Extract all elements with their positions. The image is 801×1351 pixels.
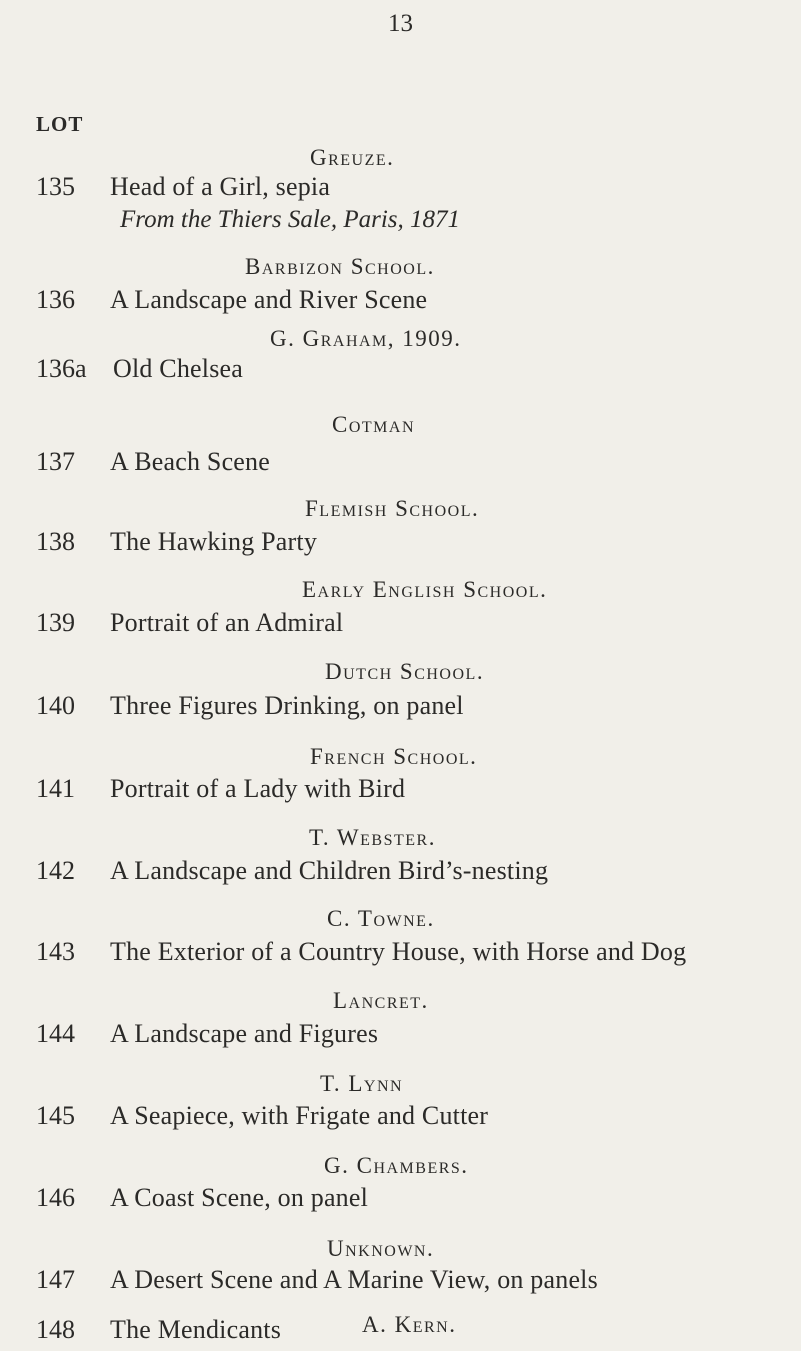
artist-name: Cotman (332, 412, 416, 437)
lot-column-header: LOT (36, 112, 84, 136)
lot-number: 141 (36, 774, 75, 803)
lot-title: Portrait of an Admiral (110, 608, 344, 637)
lot-title: A Landscape and Figures (110, 1019, 379, 1048)
artist-name: G. Chambers. (324, 1153, 469, 1178)
lot-title: Head of a Girl, sepia (110, 172, 331, 201)
lot-title: Portrait of a Lady with Bird (110, 774, 406, 803)
lot-title: The Exterior of a Country House, with Horse and Dog (110, 937, 687, 966)
lot-title: The Hawking Party (110, 527, 318, 556)
lot-title: A Desert Scene and A Marine View, on panels (110, 1265, 598, 1294)
lot-number: 136 (36, 285, 75, 314)
lot-title: A Landscape and River Scene (110, 285, 428, 314)
lot-number: 142 (36, 856, 75, 885)
lot-title: Three Figures Drinking, on panel (110, 691, 464, 720)
provenance-note: From the Thiers Sale, Paris, 1871 (120, 206, 461, 233)
artist-name: Greuze. (310, 145, 395, 170)
lot-number: 135 (36, 172, 75, 201)
lot-number: 138 (36, 527, 75, 556)
page-number: 13 (388, 10, 413, 37)
lot-title: A Landscape and Children Bird’s-nesting (110, 856, 549, 885)
lot-number: 140 (36, 691, 75, 720)
lot-number: 139 (36, 608, 75, 637)
artist-name: Barbizon School. (245, 254, 435, 279)
artist-name: T. Webster. (309, 825, 436, 850)
artist-name: Unknown. (327, 1236, 435, 1261)
artist-name: Dutch School. (325, 659, 485, 684)
lot-title: Old Chelsea (113, 354, 244, 383)
artist-name: A. Kern. (362, 1312, 457, 1337)
lot-number: 144 (36, 1019, 75, 1048)
artist-name: Lancret. (333, 988, 429, 1013)
artist-name: G. Graham, 1909. (270, 326, 462, 351)
artist-name: T. Lynn (320, 1071, 404, 1096)
lot-number: 143 (36, 937, 75, 966)
artist-name: C. Towne. (327, 906, 435, 931)
artist-name: Early English School. (302, 577, 548, 602)
lot-title: A Beach Scene (110, 447, 270, 476)
lot-number: 146 (36, 1183, 75, 1212)
lot-number: 148 (36, 1315, 75, 1344)
lot-number: 136a (36, 354, 87, 383)
lot-title: A Coast Scene, on panel (110, 1183, 369, 1212)
lot-number: 147 (36, 1265, 75, 1294)
lot-number: 137 (36, 447, 75, 476)
lot-title: The Mendicants (110, 1315, 282, 1344)
lot-number: 145 (36, 1101, 75, 1130)
artist-name: French School. (310, 744, 478, 769)
artist-name: Flemish School. (305, 496, 480, 521)
lot-title: A Seapiece, with Frigate and Cutter (110, 1101, 489, 1130)
